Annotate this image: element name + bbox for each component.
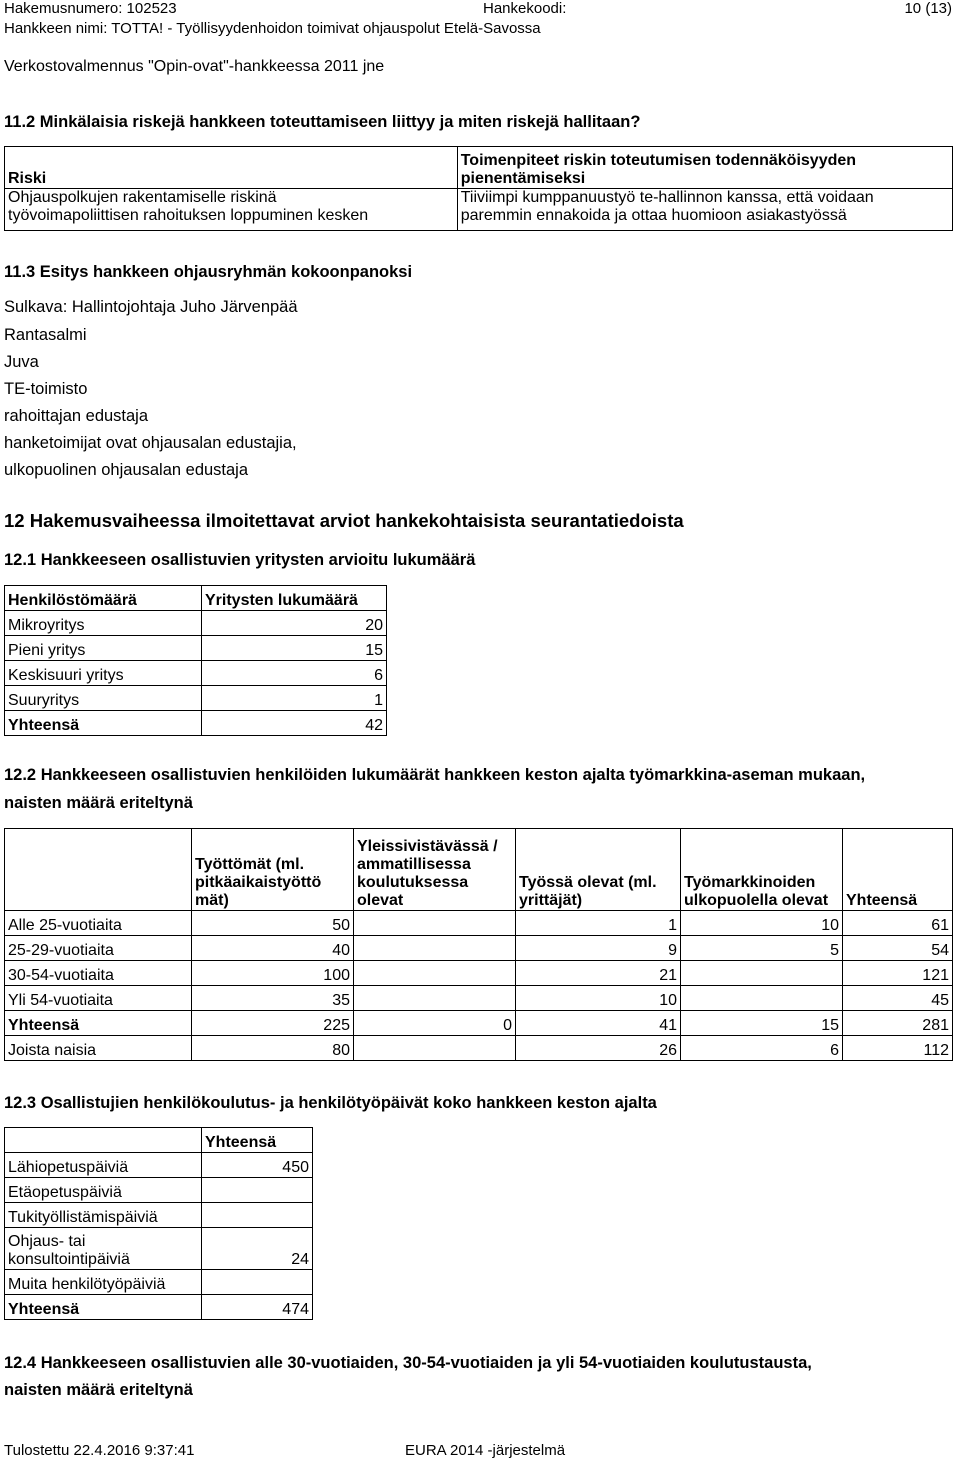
women-value: 112 <box>843 1036 953 1061</box>
row-label: Suuryritys <box>5 686 202 711</box>
total-value: 225 <box>192 1011 354 1036</box>
section-12-2-title: 12.2 Hankkeeseen osallistuvien henkilöiden lukumäärät hankkeen keston ajalta työmarkkina-aseman mukaan, <box>4 766 866 784</box>
table-row <box>5 1011 953 1036</box>
table-row <box>5 147 953 189</box>
women-value: 26 <box>516 1036 681 1061</box>
table-row <box>5 1178 313 1203</box>
section-12-title: 12 Hakemusvaiheessa ilmoitettavat arviot hankekohtaisista seurantatiedoista <box>4 510 684 531</box>
section-12-4-title: 12.4 Hankkeeseen osallistuvien alle 30-vuotiaiden, 30-54-vuotiaiden ja yli 54-vuotiaiden koulutustausta, <box>4 1354 812 1372</box>
cell-value: 40 <box>192 936 354 961</box>
section-12-2-title-cont: naisten määrä eriteltynä <box>4 794 193 812</box>
section-12-1-title: 12.1 Hankkeeseen osallistuvien yritysten arvioitu lukumäärä <box>4 551 476 569</box>
total-header: Yhteensä <box>202 1128 313 1153</box>
cell-value: 100 <box>192 961 354 986</box>
total-value: 0 <box>354 1011 516 1036</box>
application-number: Hakemusnumero: 102523 <box>4 0 177 17</box>
row-value: 6 <box>202 661 387 686</box>
steering-group-line: hanketoimijat ovat ohjausalan edustajia, <box>4 434 297 452</box>
cell-value: 10 <box>516 986 681 1011</box>
table-row <box>5 1203 313 1228</box>
table-row <box>5 911 953 936</box>
staff-size-header: Henkilöstömäärä <box>5 586 202 611</box>
cell-value: 61 <box>843 911 953 936</box>
cell-value: 50 <box>192 911 354 936</box>
row-label: Mikroyritys <box>5 611 202 636</box>
cell-value: 9 <box>516 936 681 961</box>
row-label: Etäopetuspäiviä <box>5 1178 202 1203</box>
section-12-3-title: 12.3 Osallistujien henkilökoulutus- ja henkilötyöpäivät koko hankkeen keston ajalta <box>4 1094 657 1112</box>
table-row <box>5 961 953 986</box>
section-12-4-title-cont: naisten määrä eriteltynä <box>4 1381 193 1399</box>
table-row <box>5 189 953 231</box>
table-row <box>5 611 387 636</box>
total-label: Yhteensä <box>5 1011 192 1036</box>
table-row <box>5 1270 313 1295</box>
cell-value: 21 <box>516 961 681 986</box>
row-value <box>202 1270 313 1295</box>
women-value <box>354 1036 516 1061</box>
total-label: Yhteensä <box>5 1295 202 1320</box>
table-row <box>5 829 953 911</box>
risk-cell: Ohjauspolkujen rakentamiselle riskinä työvoimapoliittisen rahoituksen loppuminen kesken <box>5 189 458 231</box>
women-label: Joista naisia <box>5 1036 192 1061</box>
steering-group-line: ulkopuolinen ohjausalan edustaja <box>4 461 249 479</box>
table-row <box>5 586 387 611</box>
row-value <box>202 1203 313 1228</box>
measures-column-header: Toimenpiteet riskin toteutumisen todennäköisyyden pienentämiseksi <box>457 147 952 189</box>
cell-value: 5 <box>681 936 843 961</box>
cell-value <box>354 936 516 961</box>
unemployed-header: Työttömät (ml. pitkäaikaistyöttö mät) <box>192 829 354 911</box>
risk-column-header: Riski <box>5 147 458 189</box>
table-row <box>5 636 387 661</box>
outside-labour-market-header: Työmarkkinoiden ulkopuolella olevat <box>681 829 843 911</box>
steering-group-line: Rantasalmi <box>4 326 87 344</box>
cell-value: 121 <box>843 961 953 986</box>
total-value: 42 <box>202 711 387 736</box>
page-number: 10 (13) <box>904 0 952 17</box>
row-value: 1 <box>202 686 387 711</box>
training-days-table <box>4 1127 313 1320</box>
row-label: Alle 25-vuotiaita <box>5 911 192 936</box>
companies-table <box>4 585 387 736</box>
total-value: 281 <box>843 1011 953 1036</box>
project-code-label: Hankekoodi: <box>483 0 567 17</box>
section-11-2-title: 11.2 Minkälaisia riskejä hankkeen toteuttamiseen liittyy ja miten riskejä hallitaan? <box>4 113 641 131</box>
cell-value: 1 <box>516 911 681 936</box>
project-name: Hankkeen nimi: TOTTA! - Työllisyydenhoidon toimivat ohjauspolut Etelä-Savossa <box>4 20 541 37</box>
total-header: Yhteensä <box>843 829 953 911</box>
cell-value <box>681 961 843 986</box>
participants-table <box>4 828 953 1061</box>
empty-header <box>5 1128 202 1153</box>
table-row <box>5 986 953 1011</box>
measures-cell: Tiiviimpi kumppanuustyö te-hallinnon kanssa, että voidaan paremmin ennakoida ja ottaa huomioon asiakastyössä <box>457 189 952 231</box>
row-value <box>202 1178 313 1203</box>
women-value: 6 <box>681 1036 843 1061</box>
printed-timestamp: Tulostettu 22.4.2016 9:37:41 <box>4 1442 195 1459</box>
row-label: Pieni yritys <box>5 636 202 661</box>
women-value: 80 <box>192 1036 354 1061</box>
age-group-header <box>5 829 192 911</box>
steering-group-line: Sulkava: Hallintojohtaja Juho Järvenpää <box>4 298 298 316</box>
table-row <box>5 711 387 736</box>
table-row <box>5 1228 313 1270</box>
section-11-3-title: 11.3 Esitys hankkeen ohjausryhmän kokoonpanoksi <box>4 263 413 281</box>
table-row <box>5 1153 313 1178</box>
steering-group-line: Juva <box>4 353 39 371</box>
cell-value <box>354 961 516 986</box>
table-row <box>5 661 387 686</box>
in-education-header: Yleissivistävässä / ammatillisessa koulutuksessa olevat <box>354 829 516 911</box>
steering-group-line: rahoittajan edustaja <box>4 407 149 425</box>
system-name: EURA 2014 -järjestelmä <box>405 1442 566 1459</box>
cell-value: 54 <box>843 936 953 961</box>
total-value: 15 <box>681 1011 843 1036</box>
cell-value: 35 <box>192 986 354 1011</box>
total-label: Yhteensä <box>5 711 202 736</box>
row-label: Lähiopetuspäiviä <box>5 1153 202 1178</box>
document-subtitle: Verkostovalmennus "Opin-ovat"-hankkeessa 2011 jne <box>4 58 385 75</box>
row-value: 15 <box>202 636 387 661</box>
table-row <box>5 1295 313 1320</box>
employed-header: Työssä olevat (ml. yrittäjät) <box>516 829 681 911</box>
row-label: 30-54-vuotiaita <box>5 961 192 986</box>
row-value: 20 <box>202 611 387 636</box>
risk-table <box>4 146 953 231</box>
cell-value <box>681 986 843 1011</box>
cell-value <box>354 911 516 936</box>
row-label: Tukityöllistämispäiviä <box>5 1203 202 1228</box>
table-row <box>5 686 387 711</box>
company-count-header: Yritysten lukumäärä <box>202 586 387 611</box>
row-label: Yli 54-vuotiaita <box>5 986 192 1011</box>
steering-group-line: TE-toimisto <box>4 380 88 398</box>
total-value: 41 <box>516 1011 681 1036</box>
total-value: 474 <box>202 1295 313 1320</box>
row-label: Muita henkilötyöpäiviä <box>5 1270 202 1295</box>
table-row <box>5 1128 313 1153</box>
row-value: 24 <box>202 1228 313 1270</box>
row-label: 25-29-vuotiaita <box>5 936 192 961</box>
cell-value: 45 <box>843 986 953 1011</box>
table-row <box>5 1036 953 1061</box>
row-label: Keskisuuri yritys <box>5 661 202 686</box>
row-label: Ohjaus- tai konsultointipäiviä <box>5 1228 202 1270</box>
cell-value <box>354 986 516 1011</box>
row-value: 450 <box>202 1153 313 1178</box>
cell-value: 10 <box>681 911 843 936</box>
table-row <box>5 936 953 961</box>
